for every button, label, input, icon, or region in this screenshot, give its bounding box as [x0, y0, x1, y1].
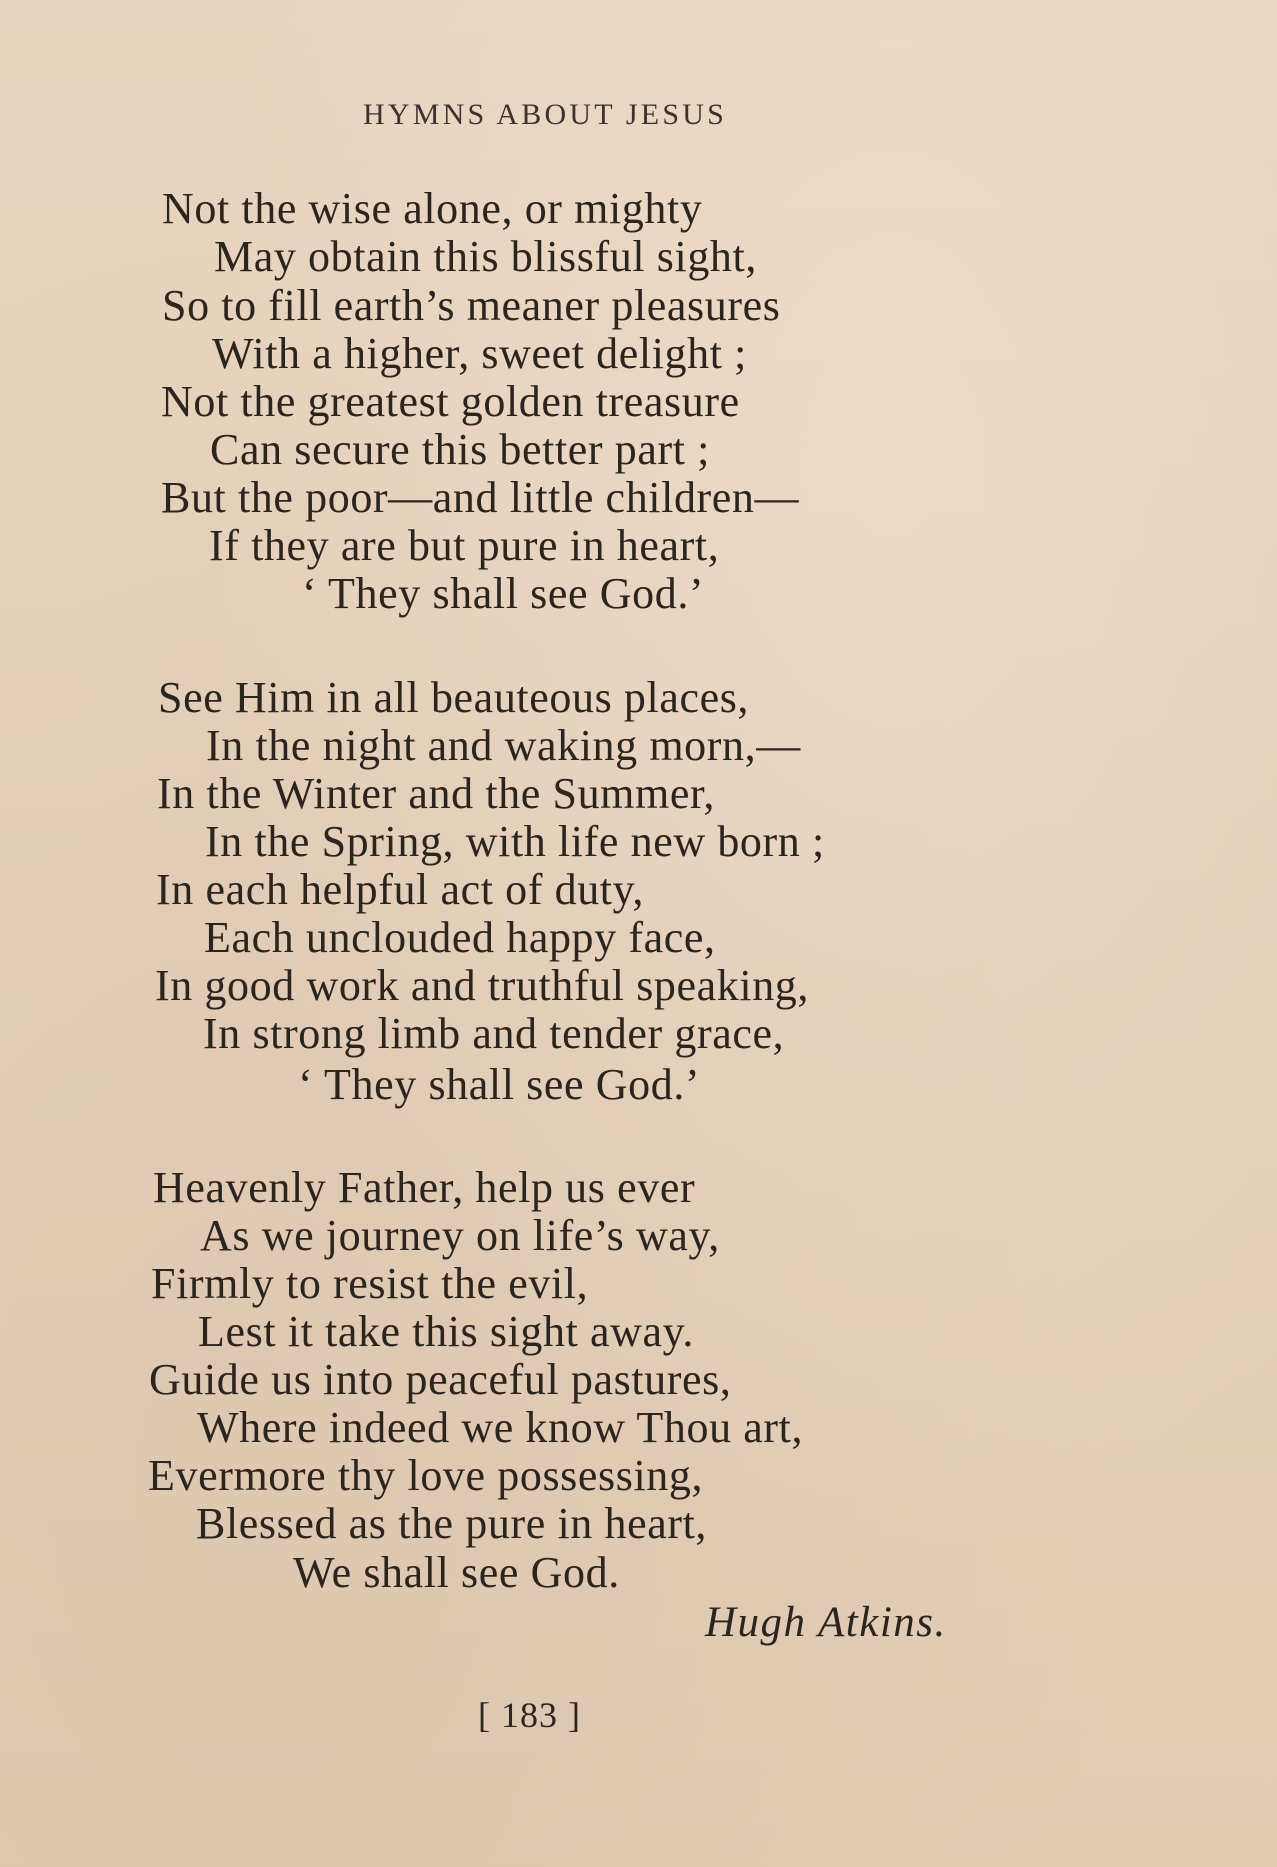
verse-line: In each helpful act of duty,	[156, 865, 644, 914]
verse-line: As we journey on life’s way,	[200, 1211, 720, 1260]
verse-line: Heavenly Father, help us ever	[153, 1163, 696, 1212]
verse-line: Evermore thy love possessing,	[148, 1451, 704, 1500]
running-head: HYMNS ABOUT JESUS	[363, 98, 727, 131]
verse-line: Lest it take this sight away.	[198, 1307, 695, 1356]
verse-line: In the Spring, with life new born ;	[205, 817, 825, 866]
verse-line: Guide us into peaceful pastures,	[149, 1355, 732, 1404]
verse-line: In the Winter and the Summer,	[157, 769, 716, 818]
verse-line: With a higher, sweet delight ;	[212, 329, 747, 378]
verse-line: Firmly to resist the evil,	[151, 1259, 589, 1308]
verse-line: But the poor—and little children—	[161, 473, 800, 522]
closing-line: We shall see God.	[293, 1548, 620, 1597]
verse-line: May obtain this blissful sight,	[214, 232, 757, 281]
verse-line: Where indeed we know Thou art,	[197, 1403, 804, 1452]
page-number: [ 183 ]	[478, 1695, 581, 1735]
verse-line: Not the wise alone, or mighty	[162, 184, 703, 233]
verse-line: In good work and truthful speaking,	[155, 961, 809, 1010]
verse-line: If they are but pure in heart,	[209, 521, 720, 570]
refrain-line: ‘ They shall see God.’	[302, 569, 705, 618]
verse-line: See Him in all beauteous places,	[158, 673, 750, 722]
verse-line: Can secure this better part ;	[210, 425, 711, 474]
verse-line: Each unclouded happy face,	[204, 913, 716, 962]
verse-line: Not the greatest golden treasure	[161, 377, 740, 426]
refrain-line: ‘ They shall see God.’	[298, 1060, 701, 1109]
verse-line: In strong limb and tender grace,	[203, 1009, 785, 1058]
author-attribution: Hugh Atkins.	[705, 1599, 947, 1646]
verse-line: So to fill earth’s meaner pleasures	[162, 281, 781, 330]
verse-line: Blessed as the pure in heart,	[196, 1499, 708, 1548]
verse-line: In the night and waking morn,—	[206, 721, 801, 770]
